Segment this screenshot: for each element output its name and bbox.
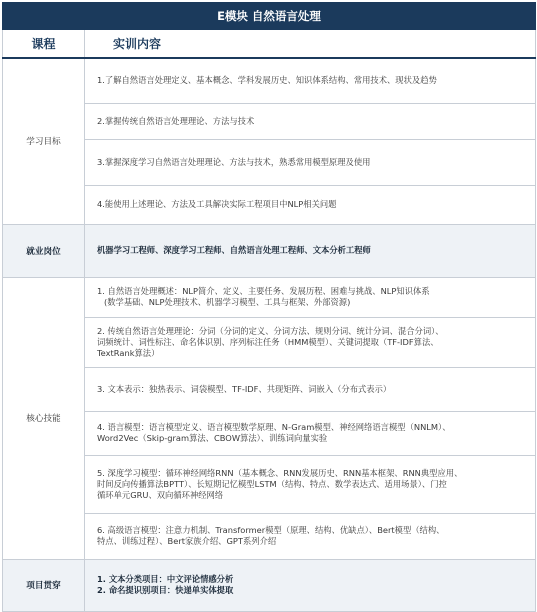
curriculum-table	[2, 2, 536, 612]
skill-line: 1. 自然语言处理概述：NLP简介、定义、主要任务、发展历程、困难与挑战、NLP知识体系	[97, 286, 430, 296]
skill-line: 2. 传统自然语言处理理论：分词（分词的定义、分词方法、规则分词、统计分词、混合分词）、	[97, 325, 444, 336]
projects-list	[85, 559, 536, 611]
goal-item: 2.掌握传统自然语言处理理论、方法与技术	[85, 103, 536, 139]
jobs-text: 机器学习工程师、深度学习工程师、自然语言处理工程师、文本分析工程师	[85, 224, 536, 277]
skill-line: (数学基础、NLP处理技术、机器学习模型、工具与框架、外部资源)	[104, 297, 351, 307]
goal-item: 4.能使用上述理论、方法及工具解决实际工程项目中NLP相关问题	[85, 185, 536, 224]
skill-item	[85, 513, 536, 559]
curriculum-table-wrapper	[2, 2, 535, 612]
skill-line: 特点、训练过程）、Bert家族介绍、GPT系列介绍	[97, 536, 277, 546]
skill-item	[85, 367, 536, 411]
skill-line: TextRank算法）	[97, 347, 160, 358]
skill-item	[85, 317, 536, 367]
title-row	[3, 3, 536, 30]
skill-line: 5. 深度学习模型：循环神经网络RNN（基本概念、RNN发展历史、RNN基本框架、RNN典型应用、	[97, 467, 463, 478]
skill-line: 6. 高级语言模型：注意力机制、Transformer模型（原理、结构、优缺点）、Bert模型（结构、	[97, 525, 445, 535]
projects-label: 项目贯穿	[3, 559, 85, 611]
goal-item: 1.了解自然语言处理定义、基本概念、学科发展历史、知识体系结构、常用技术、现状及趋势	[85, 58, 536, 103]
goals-label: 学习目标	[3, 58, 85, 224]
skill-line: 时间反向传播算法BPTT）、长短期记忆模型LSTM（结构、特点、数学表达式、适用场景）、门控	[97, 478, 447, 489]
header-content: 实训内容	[85, 30, 536, 59]
skill-line: 3. 文本表示：独热表示、词袋模型、TF-IDF、共现矩阵、词嵌入（分布式表示）	[97, 383, 392, 394]
skill-line: 循环单元GRU、双向循环神经网络	[97, 489, 224, 500]
projects-row	[3, 559, 536, 611]
skill-line: Word2Vec（Skip-gram算法、CBOW算法）、训练词向量实验	[97, 433, 328, 443]
skill-item	[85, 455, 536, 513]
jobs-label: 就业岗位	[3, 224, 85, 277]
project-item: 2. 命名提识别项目：快递单实体提取	[97, 585, 234, 595]
goal-item: 3.掌握深度学习自然语言处理理论、方法与技术，熟悉常用模型原理及使用	[85, 139, 536, 185]
skill-item	[85, 411, 536, 455]
skills-label: 核心技能	[3, 277, 85, 559]
skill-row	[3, 277, 536, 317]
goal-row	[3, 58, 536, 103]
table-title: E模块 自然语言处理	[3, 3, 536, 30]
header-row	[3, 30, 536, 59]
skill-line: 4. 语言模型：语言模型定义、语言模型数学原理、N-Gram模型、神经网络语言模型（NNLM）、	[97, 422, 451, 432]
skill-item	[85, 277, 536, 317]
header-course: 课程	[3, 30, 85, 59]
project-item: 1. 文本分类项目：中文评论情感分析	[97, 574, 234, 584]
jobs-row	[3, 224, 536, 277]
skill-line: 词频统计、词性标注、命名体识别、序列标注任务（HMM模型）、关键词提取（TF-IDF算法、	[97, 336, 439, 347]
